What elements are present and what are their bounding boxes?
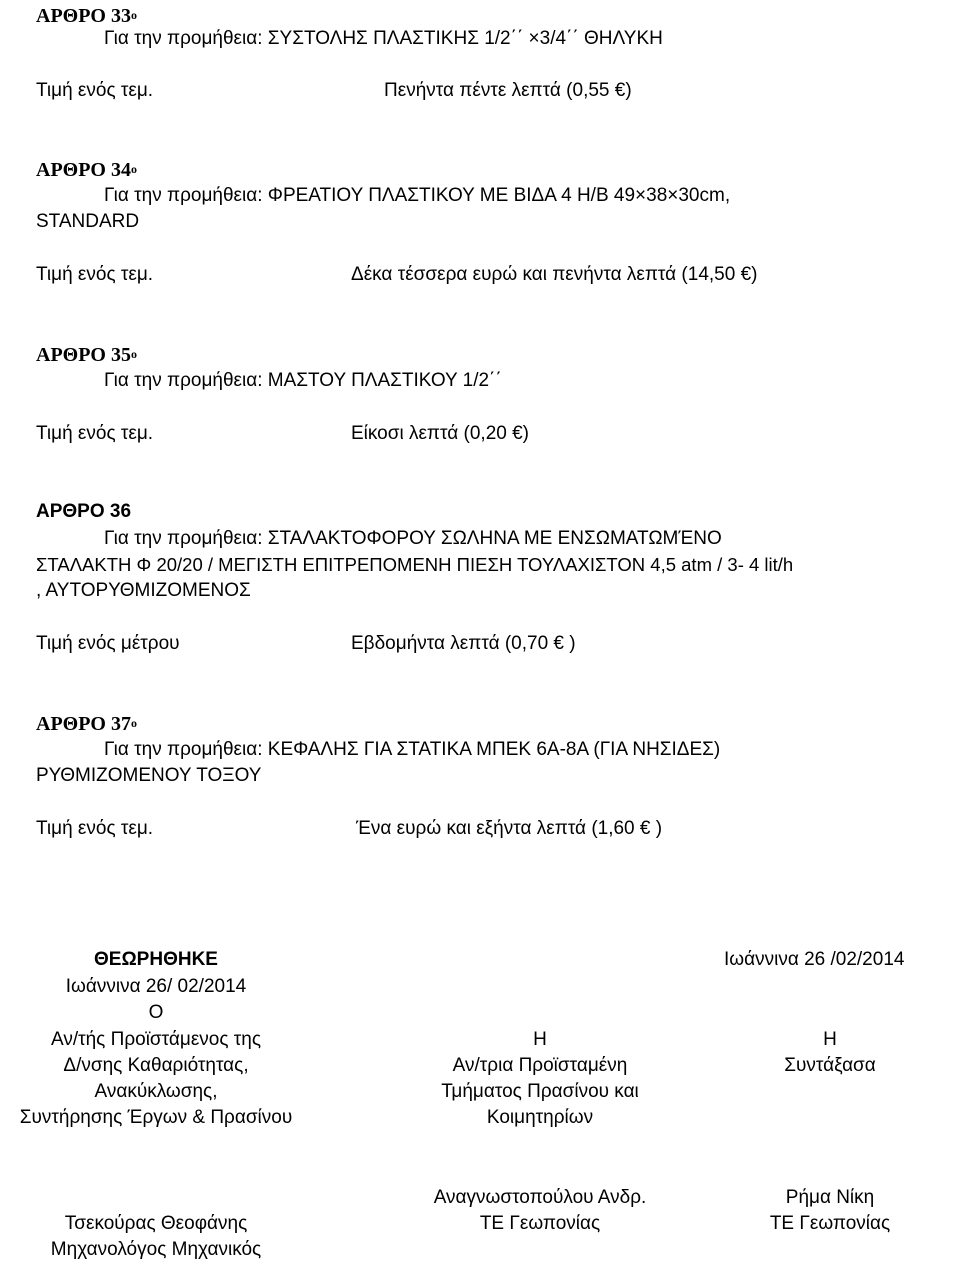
right-title-line-1: Συντάξασα [784,1055,876,1076]
article-36-price-label: Τιμή ενός μέτρου [36,633,180,654]
article-35-price-label: Τιμή ενός τεμ. [36,423,154,444]
left-signatory-article: Ο [148,1002,164,1023]
article-35-price-text: Είκοσι λεπτά (0,20 €) [351,423,530,444]
article-37-supply-line-2: ΡΥΘΜΙΖΟΜΕΝΟΥ ΤΟΞΟΥ [36,765,262,786]
left-title-line-3: Ανακύκλωσης, [94,1081,218,1102]
place-date-left: Ιωάννινα 26/ 02/2014 [65,976,247,997]
article-34-heading: ΑΡΘΡΟ $34^o$ [36,159,137,181]
article-33-price-text: Πενήντα πέντε λεπτά (0,55 €) [384,80,632,101]
right-signatory-role: ΤΕ Γεωπονίας [769,1213,891,1234]
article-37-price-text: Ένα ευρώ και εξήντα λεπτά (1,60 € ) [356,818,663,839]
mid-title-line-3: Κοιμητηρίων [486,1107,594,1128]
mid-signatory-name: Αναγνωστοπούλου Ανδρ. [433,1187,647,1208]
right-signatory-article: Η [823,1029,837,1050]
article-37-supply-line-1: Για την προμήθεια: ΚΕΦΑΛΗΣ ΓΙΑ ΣΤΑΤΙΚΑ ΜΠΕΚ 6Α-8Α (ΓΙΑ ΝΗΣΙΔΕΣ) [104,739,721,760]
article-33-supply: Για την προμήθεια: ΣΥΣΤΟΛΗΣ ΠΛΑΣΤΙΚΗΣ 1/2΄΄ ×3/4΄΄ ΘΗΛΥΚΗ [104,28,663,49]
article-35-heading: ΑΡΘΡΟ $35^o$ [36,344,137,366]
left-title-line-4: Συντήρησης Έργων & Πρασίνου [19,1107,293,1128]
article-37-price-label: Τιμή ενός τεμ. [36,818,154,839]
left-title-line-1: Αν/τής Προϊστάμενος της [50,1029,262,1050]
article-34-supply-line-1: Για την προμήθεια: ΦΡΕΑΤΙΟΥ ΠΛΑΣΤΙΚΟΥ ΜΕ ΒΙΔΑ 4 Η/Β 49×38×30cm, [104,185,731,206]
article-37-heading: ΑΡΘΡΟ $37^o$ [36,713,137,735]
article-34-price-label: Τιμή ενός τεμ. [36,264,154,285]
article-36-supply-line-1: Για την προμήθεια: ΣΤΑΛΑΚΤΟΦΟΡΟΥ ΣΩΛΗΝΑ ΜΕ ΕΝΣΩΜΑΤΩΜΈΝΟ [104,528,722,549]
left-signatory-name: Τσεκούρας Θεοφάνης [64,1213,248,1234]
mid-title-line-2: Τμήματος Πρασίνου και [441,1081,639,1102]
seen-label: ΘΕΩΡΗΘΗΚΕ [94,949,218,970]
article-36-price-text: Εβδομήντα λεπτά (0,70 € ) [351,633,576,654]
article-34-supply-line-2: STANDARD [36,211,140,232]
place-date-right: Ιωάννινα 26 /02/2014 [724,949,905,970]
article-33-heading: ΑΡΘΡΟ $33^o$ [36,5,137,27]
article-34-price-text: Δέκα τέσσερα ευρώ και πενήντα λεπτά (14,50 €) [351,264,758,285]
mid-title-line-1: Αν/τρια Προϊσταμένη [452,1055,628,1076]
mid-signatory-article: Η [533,1029,547,1050]
article-35-supply: Για την προμήθεια: ΜΑΣΤΟΥ ΠΛΑΣΤΙΚΟΥ 1/2΄΄ [104,370,502,391]
left-title-line-2: Δ/νσης Καθαριότητας, [63,1055,249,1076]
right-signatory-name: Ρήμα Νίκη [785,1187,875,1208]
article-36-heading: ΑΡΘΡΟ 36 [36,501,132,522]
article-36-supply-line-2: ΣΤΑΛΑΚΤΗ Φ 20/20 / ΜΕΓΙΣΤΗ ΕΠΙΤΡΕΠΟΜΕΝΗ ΠΙΕΣΗ ΤΟΥΛΑΧΙΣΤΟΝ 4,5 atm / 3- 4 lit/h [36,554,794,575]
article-33-price-label: Τιμή ενός τεμ. [36,80,154,101]
article-36-supply-line-3: , ΑΥΤΟΡΥΘΜΙΖΟΜΕΝΟΣ [36,580,251,601]
left-signatory-role: Μηχανολόγος Μηχανικός [50,1239,262,1260]
mid-signatory-role: ΤΕ Γεωπονίας [479,1213,601,1234]
